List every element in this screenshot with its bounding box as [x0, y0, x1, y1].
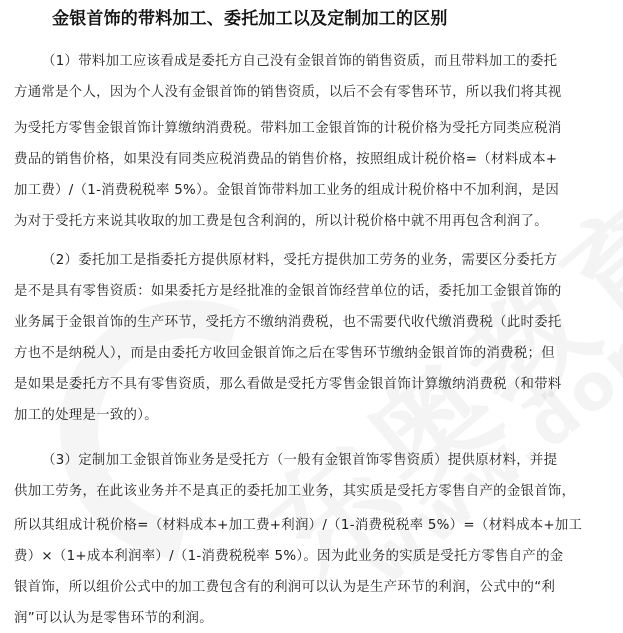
paragraph-line: 加工费）/（1-消费税税率 5%）。金银首饰带料加工业务的组成计税价格中不加利润，是因: [14, 183, 560, 198]
paragraph-line: 为对于受托方来说其收取的加工费是包含利润的，所以计税价格中就不用再包含利润了。: [14, 214, 548, 229]
paragraph-line: （2）委托加工是指委托方提供原材料，受托方提供加工劳务的业务，需要区分委托方: [42, 253, 558, 268]
paragraph-line: （1）带料加工应该看成是委托方自己没有金银首饰的销售资质，而且带料加工的委托: [42, 54, 558, 69]
paragraph-line: 费）×（1+成本利润率）/（1-消费税税率 5%）。因为此业务的实质是受托方零售自产的金: [14, 549, 564, 564]
paragraph-line: 业务属于金银首饰的生产环节，受托方不缴纳消费税，也不需要代收代缴消费税（此时委托: [14, 315, 562, 330]
paragraph-line: 润”可以认为是零售环节的利润。: [14, 611, 213, 626]
paragraph-line: 为受托方零售金银首饰计算缴纳消费税。带料加工金银首饰的计税价格为受托方同类应税消: [14, 121, 562, 136]
paragraph-line: 所以其组成计税价格=（材料成本+加工费+利润）/（1-消费税税率 5%）=（材料成本+加工: [14, 518, 583, 533]
paragraph-line: 银首饰，所以组价公式中的加工费包含有的利润可以认为是生产环节的利润，公式中的“利: [14, 580, 556, 595]
paragraph-line: 方也不是纳税人），而是由委托方收回金银首饰之后在零售环节缴纳金银首饰的消费税；但: [14, 346, 555, 361]
paragraph-line: 是不是具有零售资质：如果委托方是经批准的金银首饰经营单位的话，委托加工金银首饰的: [14, 284, 562, 299]
paragraph-line: 是如果是委托方不具有零售资质，那么看做是受托方零售金银首饰计算缴纳消费税（和带料: [14, 377, 562, 392]
paragraph-line: 方通常是个人，因为个人没有金银首饰的销售资质，以后不会有零售环节，所以我们将其视: [14, 85, 562, 100]
article-title: 金银首饰的带料加工、委托加工以及定制加工的区别: [52, 9, 448, 29]
paragraph-line: （3）定制加工金银首饰业务是受托方（一般有金银首饰零售资质）提供原材料，并提: [42, 453, 558, 468]
paragraph-line: 供加工劳务，在此该业务并不是真正的委托加工业务，其实质是受托方零售自产的金银首饰，: [14, 484, 576, 499]
paragraph-line: 费品的销售价格，如果没有同类应税消费品的销售价格，按照组成计税价格=（材料成本+: [14, 152, 558, 167]
paragraph-line: 加工的处理是一致的）。: [14, 408, 158, 423]
